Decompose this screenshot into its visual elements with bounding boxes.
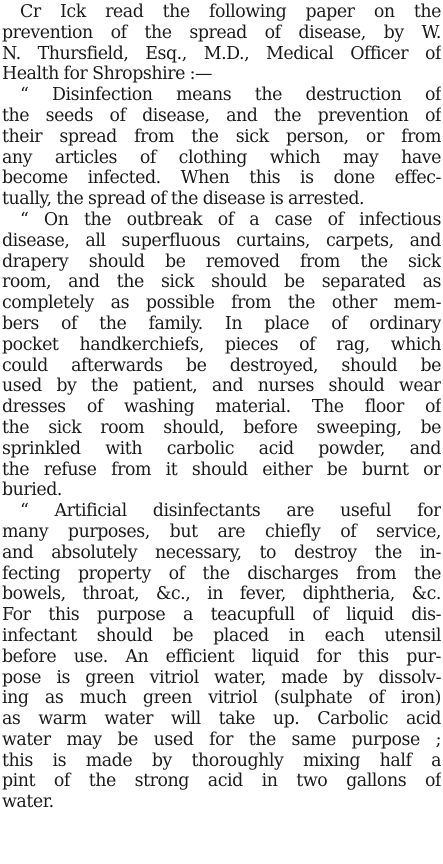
text-line: could afterwards be destroyed, should be bbox=[2, 355, 441, 376]
text-line: the seeds of disease, and the prevention of bbox=[2, 105, 441, 126]
disinfection-paragraph bbox=[2, 85, 441, 210]
outbreak-paragraph bbox=[2, 210, 441, 501]
text-line: this is made by thoroughly mixing half a bbox=[2, 750, 441, 771]
text-line: water. bbox=[2, 792, 54, 813]
text-line: bowels, throat, &c., in fever, diphtheria, &c. bbox=[2, 584, 441, 605]
text-line: Health for Shropshire :— bbox=[2, 64, 212, 85]
text-line: tually, the spread of the disease is arrested. bbox=[2, 189, 365, 210]
text-line: used by the patient, and nurses should wear bbox=[2, 376, 441, 397]
text-line: bers of the family. In place of ordinary bbox=[2, 313, 441, 334]
text-line: infectant should be placed in each utensil bbox=[2, 625, 441, 646]
text-line: completely as possible from the other mem- bbox=[2, 293, 441, 314]
text-line: sprinkled with carbolic acid powder, and bbox=[2, 438, 441, 459]
text-line: drapery should be removed from the sick bbox=[2, 251, 441, 272]
text-line: before use. An efficient liquid for this pur- bbox=[2, 646, 441, 667]
intro-paragraph bbox=[2, 2, 441, 85]
text-line: fecting property of the discharges from the bbox=[2, 563, 441, 584]
text-line: the refuse from it should either be burnt or bbox=[2, 459, 441, 480]
text-line: and absolutely necessary, to destroy the in- bbox=[2, 542, 441, 563]
text-line: dresses of washing material. The floor of bbox=[2, 397, 441, 418]
text-line: N. Thursfield, Esq., M.D., Medical Officer of bbox=[2, 43, 441, 64]
text-line: Cr Ick read the following paper on the bbox=[20, 2, 441, 22]
text-line: disease, all superfluous curtains, carpets, and bbox=[2, 230, 441, 251]
text-line: buried. bbox=[2, 480, 63, 501]
text-line: room, and the sick should be separated as bbox=[2, 272, 441, 293]
text-line: as warm water will take up. Carbolic acid bbox=[2, 709, 441, 730]
text-line: “ On the outbreak of a case of infectious bbox=[20, 209, 441, 230]
text-line: ing as much green vitriol (sulphate of iron) bbox=[2, 688, 441, 709]
text-line: many purposes, but are chiefly of service, bbox=[2, 521, 441, 542]
text-line: become infected. When this is done effec- bbox=[2, 168, 441, 189]
text-line: pose is green vitriol water, made by dissolv- bbox=[2, 667, 441, 688]
text-line: pint of the strong acid in two gallons of bbox=[2, 771, 441, 792]
text-line: “ Artificial disinfectants are useful for bbox=[20, 501, 441, 522]
text-line: For this purpose a teacupfull of liquid dis- bbox=[2, 605, 441, 626]
text-line: any articles of clothing which may have bbox=[2, 147, 441, 168]
text-line: pocket handkerchiefs, pieces of rag, which bbox=[2, 334, 441, 355]
text-line: their spread from the sick person, or from bbox=[2, 126, 441, 147]
text-line: the sick room should, before sweeping, be bbox=[2, 417, 441, 438]
text-line: prevention of the spread of disease, by W. bbox=[2, 22, 441, 43]
text-line: “ Disinfection means the destruction of bbox=[20, 85, 441, 106]
text-line: water may be used for the same purpose ; bbox=[2, 729, 441, 750]
disinfectants-paragraph bbox=[2, 501, 441, 813]
